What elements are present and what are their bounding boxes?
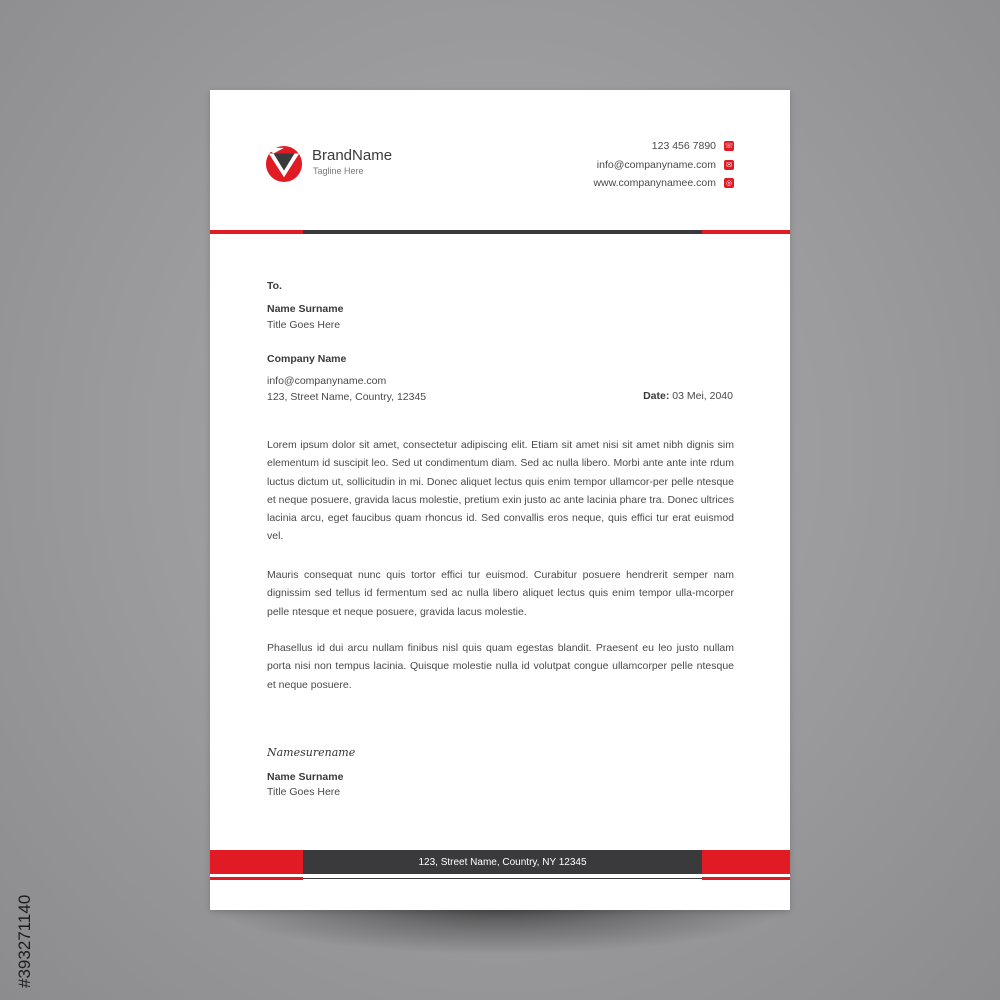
recipient-company: Company Name [267,353,347,365]
body-paragraph-3: Phasellus id dui arcu nullam finibus nisl quis quam egestas blandit. Praesent eu leo justo nullam porta nisi non tempus lacinia. Quisque molestie nulla id volutpat congue ullamcorper pelle ntesque et neque posuere. [267,642,734,691]
phone-icon: ☏ [724,142,734,151]
email-icon: ✉ [724,160,734,170]
date-label: Date: [643,390,670,402]
letterhead-page [210,90,790,910]
recipient-email: info@companyname.com [267,375,387,387]
web-icon: ◎ [725,179,733,188]
svg-text:Namesurename: Namesurename [267,746,356,759]
body-paragraph-2: Mauris consequat nunc quis tortor effici tur euismod. Curabitur posuere hendrerit semper nam dignissim sed tellus id fermentum sed ac nulla libero aliquet lectus quis enim tempor ulla-mcorper pelle ntesque et neque posuere, gravida lacus molestie. [267,569,734,618]
footer-bar [210,850,790,886]
brand-name: BrandName [312,147,393,164]
body-paragraph-1: Lorem ipsum dolor sit amet, consectetur adipiscing elit. Etiam sit amet nisi sit amet nibh dignis sim elementum id suscipit leo. Sed ut condimentum diam. Sed ac nulla libero. Morbi ante ante inte rdum luctus dictum ut, sollicitudin in mi. Donec aliquet lectus quis enim tempor ullamcor-per pelle ntesque et neque posuere, gravida lacus molestie, pretium exin justo ac ante lacinia phare tra. Donec ultrices lacinia arcu, eget faucibus quam rhoncus id. Sed convallis eros neque, quis effici tur erat euismod vel. [267,439,734,543]
signature [265,740,375,766]
recipient-address: 123, Street Name, Country, 12345 [267,391,427,403]
contact-website: www.companynamee.com [593,177,716,190]
to-label: To. [267,280,282,292]
contact-phone: 123 456 7890 [651,140,716,153]
brand-tagline: Tagline Here [313,166,364,176]
sender-name: Name Surname [267,771,344,783]
footer-address: 123, Street Name, Country, NY 12345 [303,850,702,874]
stock-id-watermark [8,770,38,990]
page-shadow [210,905,790,955]
contact-email-row [593,156,734,175]
header-divider-bar [210,230,790,234]
contact-phone-row [593,137,734,156]
brand-logo-icon [265,145,303,183]
sender-title: Title Goes Here [267,786,341,798]
date-value: 03 Mei, 2040 [672,390,733,402]
contact-email: info@companyname.com [596,158,716,171]
svg-text:#393271140: #393271140 [15,894,34,988]
recipient-title: Title Goes Here [267,319,341,331]
letter-date [643,390,733,402]
contact-web-row [593,174,734,193]
contact-block [593,137,734,193]
recipient-name: Name Surname [267,303,344,315]
